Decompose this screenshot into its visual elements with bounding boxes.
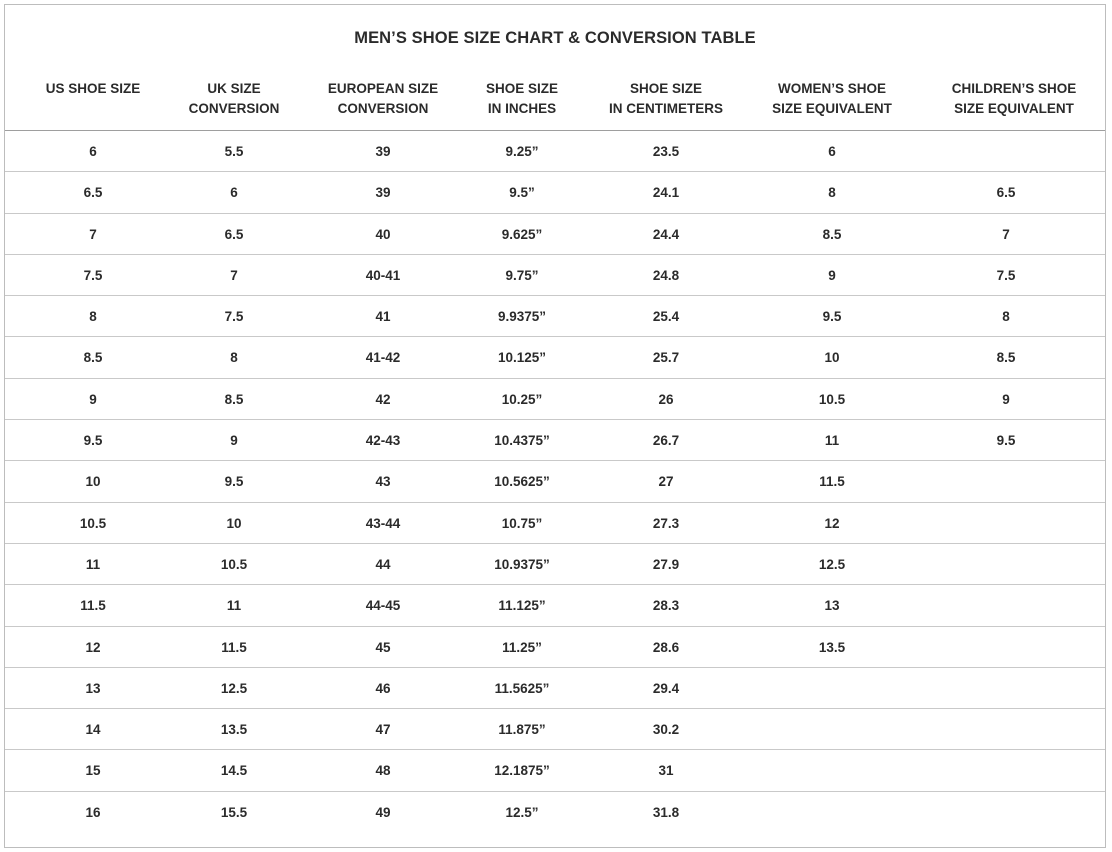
cell-european-size: 43-44 — [365, 515, 401, 531]
cell-uk-size: 14.5 — [220, 763, 248, 779]
cell-inches: 10.5625” — [494, 474, 550, 490]
cell-inches: 9.5” — [509, 185, 535, 201]
cell-inches: 10.125” — [497, 350, 547, 366]
cell-womens-size: 8.5 — [822, 226, 842, 242]
cell-centimeters: 27.3 — [652, 515, 680, 531]
table-row — [5, 668, 1105, 709]
cell-european-size: 47 — [375, 722, 391, 738]
table-row — [5, 503, 1105, 544]
table-row — [5, 709, 1105, 750]
cell-inches: 12.1875” — [494, 763, 550, 779]
cell-uk-size: 9.5 — [224, 474, 244, 490]
cell-womens-size: 6 — [828, 144, 836, 159]
cell-womens-size: 10.5 — [818, 391, 846, 407]
table-row — [5, 255, 1105, 296]
header-line: EUROPEAN SIZE — [327, 81, 439, 96]
cell-uk-size: 10 — [226, 515, 242, 531]
table-row — [5, 420, 1105, 461]
table-body — [5, 131, 1105, 833]
cell-centimeters: 23.5 — [652, 144, 680, 159]
cell-us-size: 10 — [85, 474, 101, 490]
header-line: CONVERSION — [337, 101, 429, 116]
cell-uk-size: 6.5 — [224, 226, 244, 242]
cell-centimeters: 29.4 — [652, 680, 680, 696]
cell-us-size: 6.5 — [83, 185, 103, 201]
cell-childrens-size: 8.5 — [996, 350, 1016, 366]
cell-inches: 11.25” — [502, 639, 542, 655]
cell-centimeters: 31 — [658, 763, 674, 779]
cell-childrens-size: 8 — [1002, 309, 1010, 325]
cell-european-size: 45 — [375, 639, 391, 655]
cell-us-size: 8 — [89, 309, 97, 325]
table-row — [5, 544, 1105, 585]
chart-title: MEN’S SHOE SIZE CHART & CONVERSION TABLE — [354, 29, 756, 47]
cell-centimeters: 28.3 — [652, 598, 680, 614]
cell-womens-size: 9 — [828, 267, 836, 283]
cell-inches: 9.625” — [501, 226, 543, 242]
cell-childrens-size: 9 — [1002, 391, 1010, 407]
cell-uk-size: 13.5 — [220, 722, 248, 738]
cell-centimeters: 30.2 — [652, 722, 680, 738]
cell-us-size: 14 — [85, 722, 101, 738]
cell-uk-size: 6 — [230, 185, 238, 201]
cell-centimeters: 24.1 — [652, 185, 680, 201]
cell-inches: 10.4375” — [494, 433, 550, 449]
cell-centimeters: 24.8 — [652, 267, 680, 283]
cell-us-size: 6 — [89, 144, 97, 159]
cell-uk-size: 11.5 — [221, 639, 247, 655]
cell-us-size: 8.5 — [83, 350, 103, 366]
cell-centimeters: 27 — [658, 474, 674, 490]
cell-womens-size: 11.5 — [819, 474, 845, 490]
header-line: IN INCHES — [487, 101, 557, 116]
cell-womens-size: 9.5 — [822, 309, 842, 325]
table-row — [5, 214, 1105, 255]
cell-uk-size: 11 — [226, 598, 242, 614]
cell-womens-size: 13.5 — [818, 639, 846, 655]
cell-us-size: 7 — [89, 226, 97, 242]
cell-uk-size: 7.5 — [224, 309, 244, 325]
cell-childrens-size: 7.5 — [996, 267, 1016, 283]
cell-inches: 11.5625” — [494, 680, 550, 696]
header-line: SHOE SIZE — [629, 81, 703, 96]
cell-european-size: 39 — [375, 185, 391, 201]
cell-uk-size: 15.5 — [220, 804, 248, 820]
cell-uk-size: 12.5 — [220, 680, 248, 696]
cell-uk-size: 8.5 — [224, 391, 244, 407]
cell-womens-size: 12 — [824, 515, 840, 531]
cell-centimeters: 26.7 — [652, 433, 680, 449]
cell-us-size: 15 — [85, 763, 101, 779]
cell-childrens-size: 7 — [1002, 226, 1010, 242]
cell-inches: 9.9375” — [497, 309, 547, 325]
header-line: CHILDREN’S SHOE — [951, 81, 1077, 96]
cell-centimeters: 27.9 — [652, 556, 680, 572]
table-row — [5, 296, 1105, 337]
cell-womens-size: 10 — [824, 350, 840, 366]
cell-european-size: 48 — [375, 763, 391, 779]
column-header-inches — [486, 79, 558, 119]
cell-centimeters: 25.7 — [652, 350, 680, 366]
table-row — [5, 131, 1105, 172]
column-header-european-size — [328, 79, 438, 119]
cell-childrens-size: 6.5 — [996, 185, 1016, 201]
cell-us-size: 11.5 — [80, 598, 106, 614]
cell-womens-size: 13 — [824, 598, 840, 614]
cell-us-size: 16 — [85, 804, 101, 820]
header-line: UK SIZE — [207, 81, 261, 96]
table-row — [5, 792, 1105, 833]
table-row — [5, 585, 1105, 626]
cell-european-size: 42 — [375, 391, 391, 407]
header-line: SIZE EQUIVALENT — [954, 101, 1074, 116]
header-line: US SHOE SIZE — [45, 81, 141, 96]
header-line: SIZE EQUIVALENT — [772, 101, 892, 116]
column-header-womens-size — [772, 79, 892, 119]
table-header — [5, 75, 1105, 131]
cell-us-size: 11 — [85, 556, 101, 572]
cell-womens-size: 8 — [828, 185, 836, 201]
header-line: SHOE SIZE — [485, 81, 559, 96]
table-row — [5, 461, 1105, 502]
cell-us-size: 9 — [89, 391, 97, 407]
cell-inches: 11.875” — [498, 722, 546, 738]
table-row — [5, 627, 1105, 668]
cell-inches: 9.25” — [505, 144, 539, 159]
cell-childrens-size: 9.5 — [996, 433, 1016, 449]
cell-european-size: 40 — [375, 226, 391, 242]
cell-european-size: 42-43 — [365, 433, 401, 449]
cell-european-size: 41-42 — [365, 350, 401, 366]
cell-european-size: 49 — [375, 804, 391, 820]
cell-uk-size: 8 — [230, 350, 238, 366]
cell-inches: 10.75” — [501, 515, 543, 531]
cell-us-size: 10.5 — [79, 515, 107, 531]
cell-uk-size: 7 — [230, 267, 238, 283]
cell-us-size: 7.5 — [83, 267, 103, 283]
cell-european-size: 39 — [375, 144, 391, 159]
cell-centimeters: 25.4 — [652, 309, 680, 325]
column-header-us-size — [46, 79, 141, 99]
cell-uk-size: 10.5 — [220, 556, 248, 572]
header-line: WOMEN’S SHOE — [777, 81, 887, 96]
table-row — [5, 337, 1105, 378]
cell-us-size: 12 — [85, 639, 101, 655]
cell-centimeters: 31.8 — [652, 804, 680, 820]
cell-uk-size: 9 — [230, 433, 238, 449]
cell-inches: 10.25” — [501, 391, 543, 407]
cell-us-size: 9.5 — [83, 433, 103, 449]
cell-inches: 11.125” — [498, 598, 546, 614]
cell-inches: 9.75” — [505, 267, 539, 283]
cell-centimeters: 28.6 — [652, 639, 680, 655]
cell-us-size: 13 — [85, 680, 101, 696]
cell-european-size: 40-41 — [365, 267, 401, 283]
cell-womens-size: 12.5 — [818, 556, 846, 572]
cell-inches: 10.9375” — [494, 556, 550, 572]
header-line: CONVERSION — [188, 101, 280, 116]
cell-european-size: 41 — [375, 309, 391, 325]
cell-european-size: 43 — [375, 474, 391, 490]
cell-european-size: 44-45 — [365, 598, 401, 614]
cell-uk-size: 5.5 — [224, 144, 244, 159]
table-row — [5, 172, 1105, 213]
column-header-childrens-size — [952, 79, 1077, 119]
column-header-uk-size — [189, 79, 280, 119]
column-header-centimeters — [609, 79, 723, 119]
cell-inches: 12.5” — [505, 804, 539, 820]
cell-womens-size: 11 — [824, 433, 840, 449]
cell-european-size: 44 — [375, 556, 391, 572]
size-chart-frame — [4, 4, 1106, 848]
cell-centimeters: 26 — [658, 391, 674, 407]
header-line: IN CENTIMETERS — [608, 101, 724, 116]
cell-centimeters: 24.4 — [652, 226, 680, 242]
table-row — [5, 750, 1105, 791]
table-row — [5, 379, 1105, 420]
cell-european-size: 46 — [375, 680, 391, 696]
